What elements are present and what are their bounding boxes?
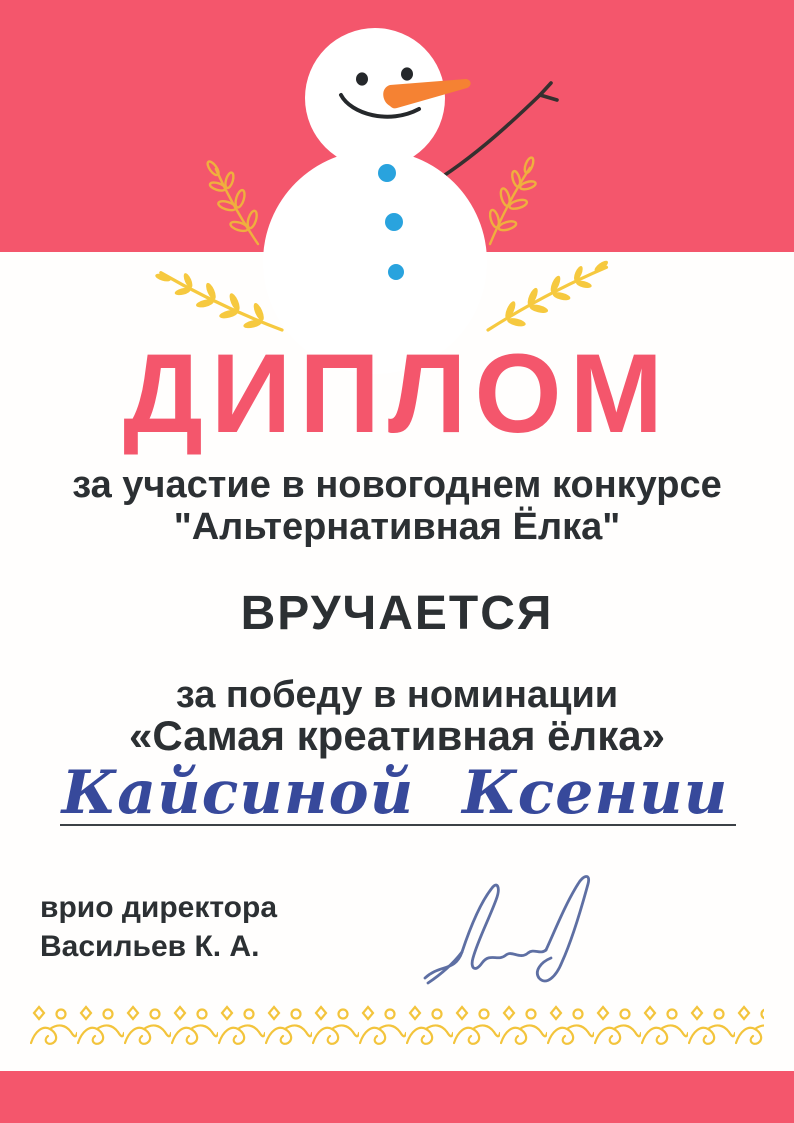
signer-role: врио директора (40, 891, 278, 924)
nomination-line-1: за победу в номинации (175, 674, 619, 716)
presented-label: ВРУЧАЕТСЯ (240, 587, 554, 640)
signer-name: Васильев К. А. (40, 930, 260, 963)
snowman-eye-right (401, 67, 413, 80)
signer-block (40, 888, 277, 966)
signature-icon (408, 856, 618, 1001)
bottom-pink-band (0, 1071, 794, 1123)
nomination-line-2: «Самая креативная ёлка» (129, 712, 665, 759)
ornament-border-icon (30, 1002, 764, 1054)
recipient-name: Кайсиной Ксении (61, 758, 729, 828)
snowman-eye-left (356, 72, 368, 85)
subtitle-line-2: "Альтернативная Ёлка" (173, 506, 621, 548)
subtitle-line-1: за участие в новогоднем конкурсе (72, 464, 722, 506)
recipient-name-line (60, 824, 736, 826)
certificate-title: ДИПЛОМ (123, 331, 671, 456)
